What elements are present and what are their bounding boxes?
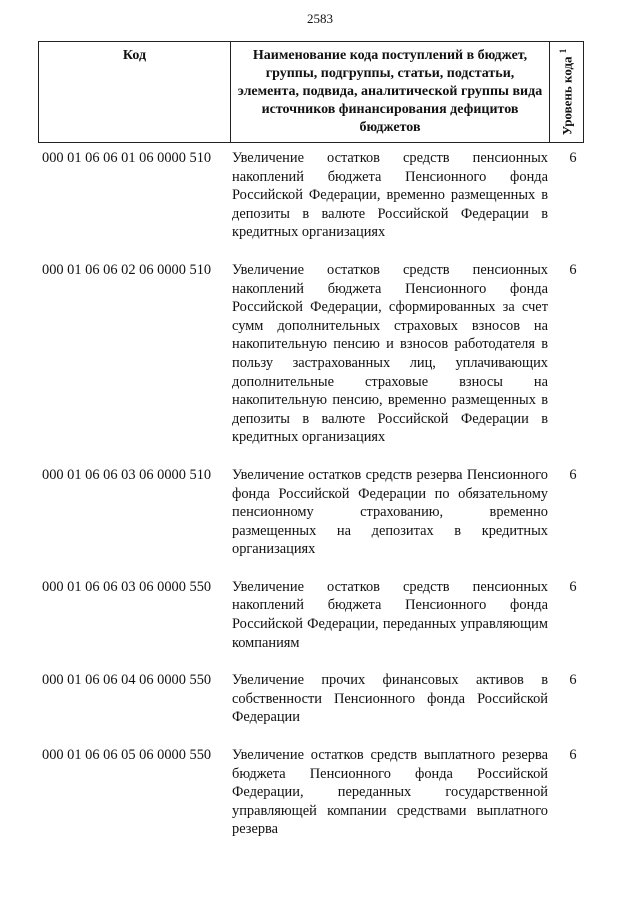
row-name: Увеличение остатков средств выплатного резерва бюджета Пенсионного фонда Российской Федерации, переданных государственной управляющей компании средствами выплатного резерва	[232, 747, 548, 838]
row-code: 000 01 06 06 03 06 0000 550	[42, 578, 212, 595]
header-code: Код	[39, 42, 231, 142]
header-level-text: Уровень кода	[559, 56, 574, 136]
row-level: 6	[569, 150, 577, 166]
table-row	[38, 466, 598, 559]
header-level-label	[559, 47, 574, 137]
table-row	[38, 746, 598, 839]
row-name: Увеличение остатков средств пенсионных накоплений бюджета Пенсионного фонда Российской Федерации, сформированных за счет сумм дополнительных страховых взносов на накопительную пенсию и взносов работодателя в пользу застрахованных лиц, уплачивающих дополнительные страховые взносы на накопительную пенсию, временно размещенных в депозиты в валюте Российской Федерации в кредитных организациях	[232, 261, 548, 446]
row-code: 000 01 06 06 02 06 0000 510	[42, 261, 212, 278]
row-name: Увеличение прочих финансовых активов в собственности Пенсионного фонда Российской Федерации	[232, 672, 548, 726]
table-row	[38, 149, 598, 242]
row-level: 6	[569, 578, 577, 595]
row-level: 6	[569, 747, 577, 764]
row-level: 6	[569, 261, 577, 278]
row-level: 6	[569, 672, 577, 689]
row-name: Увеличение остатков средств пенсионных накоплений бюджета Пенсионного фонда Российской Федерации, переданных управляющим компаниям	[232, 578, 548, 651]
table-row	[38, 671, 598, 727]
table-header	[38, 41, 584, 143]
row-code: 000 01 06 06 01 06 0000 510	[42, 150, 212, 166]
header-level	[550, 42, 583, 142]
table-body	[38, 149, 598, 839]
row-name: Увеличение остатков средств пенсионных накоплений бюджета Пенсионного фонда Российской Федерации, временно размещенных в депозиты в валюте Российской Федерации в кредитных организациях	[232, 150, 548, 241]
row-code: 000 01 06 06 03 06 0000 510	[42, 466, 212, 483]
table-row	[38, 578, 598, 652]
header-level-footnote-mark: 1	[557, 48, 568, 54]
row-code: 000 01 06 06 04 06 0000 550	[42, 672, 212, 689]
header-name: Наименование кода поступлений в бюджет, группы, подгруппы, статьи, подстатьи, элемента, подвида, аналитической группы вида источников финансирования дефицитов бюджетов	[231, 42, 550, 142]
page-number: 2583	[307, 11, 333, 26]
row-code: 000 01 06 06 05 06 0000 550	[42, 747, 212, 764]
row-level: 6	[569, 466, 577, 483]
row-name: Увеличение остатков средств резерва Пенсионного фонда Российской Федерации по обязательному пенсионному страхованию, временно размещенных на депозитах в кредитных организациях	[232, 466, 548, 558]
table-row	[38, 261, 598, 447]
